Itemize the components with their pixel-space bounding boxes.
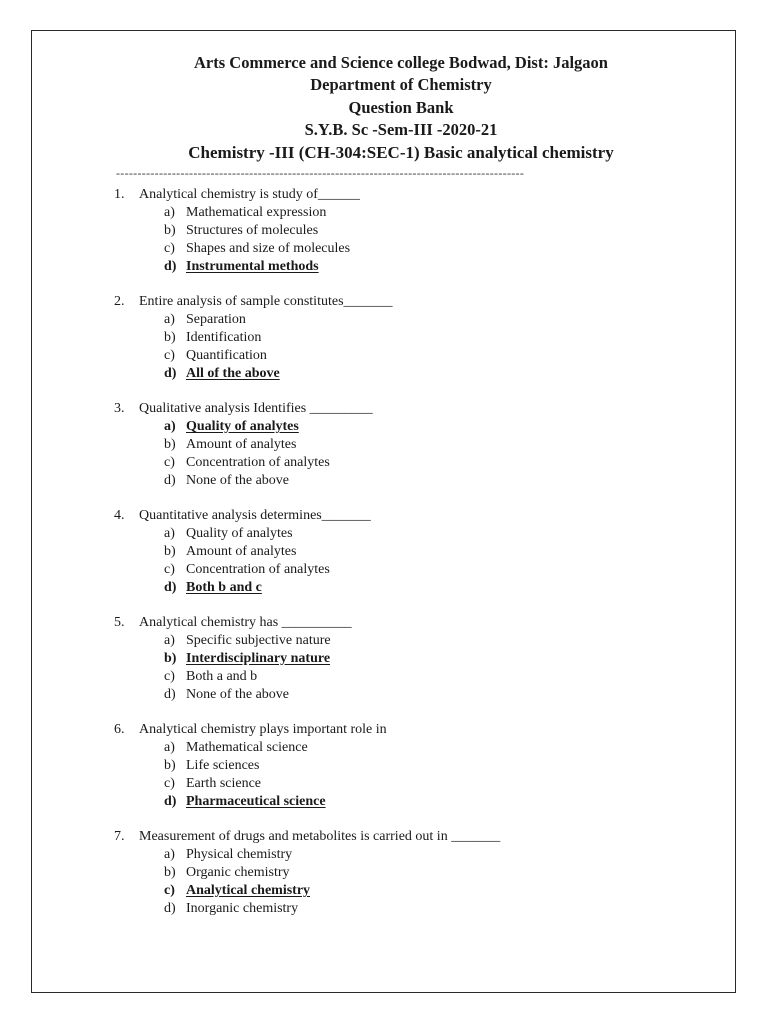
option-text: None of the above (186, 473, 290, 488)
option-letter: c) (164, 455, 175, 470)
question-number: 6. (114, 722, 125, 737)
option-letter: b) (164, 544, 176, 559)
question-item (114, 186, 714, 276)
option-letter: d) (164, 473, 176, 488)
option-letter: b) (164, 437, 176, 452)
option-letter: b) (164, 651, 177, 666)
option-text: Instrumental methods (186, 259, 319, 274)
option-letter: b) (164, 330, 176, 345)
question-stem (114, 400, 714, 418)
answer-option (114, 846, 714, 864)
question-item (114, 721, 714, 811)
document-type: Question Bank (348, 97, 454, 117)
answer-option (114, 864, 714, 882)
option-letter: a) (164, 205, 175, 220)
correct-answer-option (114, 882, 714, 900)
correct-answer-option (114, 258, 714, 276)
question-text: Quantitative analysis determines_______ (139, 508, 371, 523)
option-letter: c) (164, 562, 175, 577)
question-number: 4. (114, 508, 125, 523)
question-text: Analytical chemistry plays important role in (139, 722, 387, 737)
question-item (114, 828, 714, 918)
question-item (114, 507, 714, 597)
institution-name: Arts Commerce and Science college Bodwad, Dist: Jalgaon (194, 53, 608, 72)
option-list (114, 418, 714, 490)
question-number: 3. (114, 401, 125, 416)
question-item (114, 614, 714, 704)
option-text: Mathematical expression (186, 205, 327, 220)
option-letter: c) (164, 776, 175, 791)
answer-option (114, 775, 714, 793)
answer-option (114, 311, 714, 329)
option-letter: c) (164, 348, 175, 363)
option-list (114, 739, 714, 811)
correct-answer-option (114, 418, 714, 436)
option-letter: c) (164, 241, 175, 256)
question-text: Analytical chemistry has __________ (139, 615, 352, 630)
correct-answer-option (114, 579, 714, 597)
question-number: 2. (114, 294, 125, 309)
option-text: Interdisciplinary nature (186, 651, 331, 666)
question-item (114, 293, 714, 383)
option-letter: d) (164, 901, 176, 916)
question-stem (114, 828, 714, 846)
course-title: Chemistry -III (CH-304:SEC-1) Basic analytical chemistry (188, 142, 614, 162)
option-letter: a) (164, 740, 175, 755)
option-text: Concentration of analytes (186, 455, 330, 470)
question-stem (114, 721, 714, 739)
answer-option (114, 686, 714, 704)
option-letter: d) (164, 366, 177, 381)
option-list (114, 311, 714, 383)
option-text: Mathematical science (186, 740, 308, 755)
question-stem (114, 507, 714, 525)
correct-answer-option (114, 793, 714, 811)
option-list (114, 632, 714, 704)
option-text: Quality of analytes (186, 419, 299, 434)
option-letter: d) (164, 687, 176, 702)
option-list (114, 525, 714, 597)
answer-option (114, 561, 714, 579)
option-letter: d) (164, 259, 177, 274)
answer-option (114, 329, 714, 347)
option-letter: b) (164, 223, 176, 238)
answer-option (114, 222, 714, 240)
header-divider: ----------------------------------------------------------------------------------------------- (116, 166, 525, 180)
option-text: Amount of analytes (186, 437, 297, 452)
option-list (114, 846, 714, 918)
answer-option (114, 757, 714, 775)
correct-answer-option (114, 365, 714, 383)
answer-option (114, 454, 714, 472)
option-letter: a) (164, 633, 175, 648)
question-item (114, 400, 714, 490)
question-number: 1. (114, 187, 125, 202)
option-text: Earth science (186, 776, 262, 791)
answer-option (114, 525, 714, 543)
option-letter: d) (164, 794, 177, 809)
document-header (31, 52, 770, 164)
question-stem (114, 293, 714, 311)
answer-option (114, 240, 714, 258)
option-text: None of the above (186, 687, 290, 702)
option-text: Inorganic chemistry (186, 901, 299, 916)
answer-option (114, 900, 714, 918)
question-list (114, 186, 714, 935)
option-letter: c) (164, 669, 175, 684)
option-text: Pharmaceutical science (186, 794, 326, 809)
option-text: Physical chemistry (186, 847, 293, 862)
option-letter: a) (164, 419, 176, 434)
option-list (114, 204, 714, 276)
option-letter: a) (164, 312, 175, 327)
answer-option (114, 347, 714, 365)
option-text: Identification (186, 330, 262, 345)
question-stem (114, 186, 714, 204)
answer-option (114, 668, 714, 686)
question-text: Analytical chemistry is study of______ (139, 187, 360, 202)
option-text: Organic chemistry (186, 865, 290, 880)
option-text: Concentration of analytes (186, 562, 330, 577)
option-letter: b) (164, 758, 176, 773)
option-text: Shapes and size of molecules (186, 241, 351, 256)
option-text: Structures of molecules (186, 223, 319, 238)
option-letter: c) (164, 883, 175, 898)
option-text: Quantification (186, 348, 267, 363)
answer-option (114, 204, 714, 222)
answer-option (114, 472, 714, 490)
question-number: 5. (114, 615, 125, 630)
option-text: Quality of analytes (186, 526, 293, 541)
question-text: Qualitative analysis Identifies _________ (139, 401, 373, 416)
answer-option (114, 739, 714, 757)
option-text: Specific subjective nature (186, 633, 331, 648)
department-name: Department of Chemistry (310, 75, 492, 95)
option-text: All of the above (186, 366, 280, 381)
answer-option (114, 632, 714, 650)
correct-answer-option (114, 650, 714, 668)
option-text: Both a and b (186, 669, 258, 684)
question-text: Entire analysis of sample constitutes_______ (139, 294, 393, 309)
question-text: Measurement of drugs and metabolites is carried out in _______ (139, 829, 501, 844)
option-text: Analytical chemistry (186, 883, 311, 898)
question-stem (114, 614, 714, 632)
option-letter: d) (164, 580, 177, 595)
answer-option (114, 436, 714, 454)
answer-option (114, 543, 714, 561)
option-text: Both b and c (186, 580, 262, 595)
option-text: Separation (186, 312, 246, 327)
option-text: Life sciences (186, 758, 260, 773)
option-text: Amount of analytes (186, 544, 297, 559)
option-letter: a) (164, 847, 175, 862)
option-letter: b) (164, 865, 176, 880)
class-info: S.Y.B. Sc -Sem-III -2020-21 (304, 120, 498, 140)
question-number: 7. (114, 829, 125, 844)
option-letter: a) (164, 526, 175, 541)
